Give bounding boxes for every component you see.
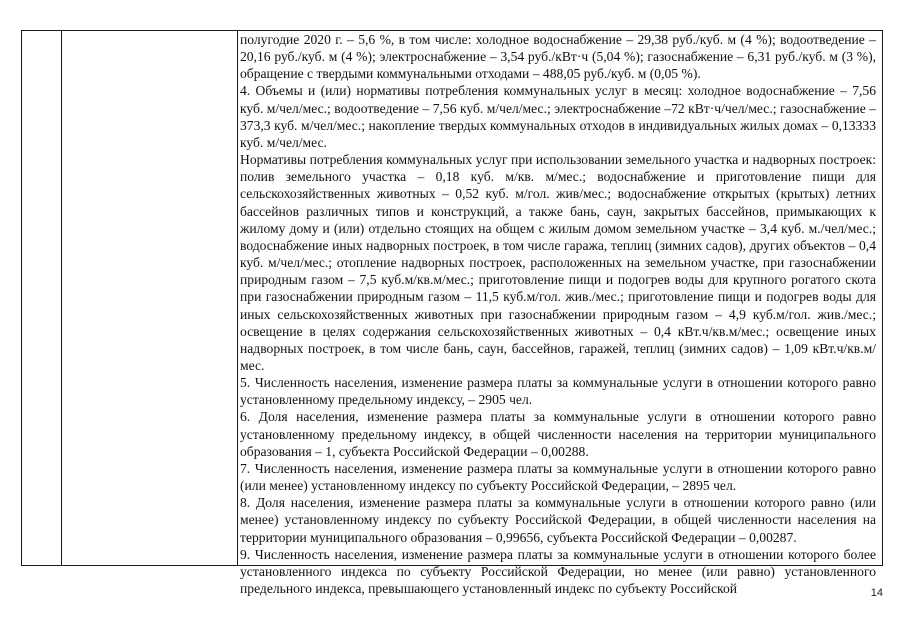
paragraph-item-9: 9. Численность населения, изменение размера платы за коммунальные услуги в отношении которого более установленного индекса по субъекту Российской Федерации, но менее (или равно) установленного предельного индекса, превышающего установленный индекс по субъекту Российской bbox=[240, 546, 876, 596]
paragraph-item-5: 5. Численность населения, изменение размера платы за коммунальные услуги в отношении которого равно установленному предельному индексу, – 2905 чел. bbox=[240, 375, 876, 408]
paragraph-item-7: 7. Численность населения, изменение размера платы за коммунальные услуги в отношении которого равно (или менее) установленному индексу по субъекту Российской Федерации, – 2895 чел. bbox=[240, 460, 876, 494]
column-divider-2 bbox=[237, 31, 238, 565]
paragraph-item-6: 6. Доля населения, изменение размера платы за коммунальные услуги в отношении которого равно установленному предельному индексу, в общей численности населения на территории муниципального образования – 1, субъекта Российской Федерации – 0,00288. bbox=[240, 409, 876, 459]
paragraph-item-4: 4. Объемы и (или) нормативы потребления коммунальных услуг в месяц: холодное водоснабжение – 7,56 куб. м/чел/мес.; водоотведение – 7,56 куб. м/чел/мес.; электроснабжение –72 кВт·ч/чел/мес.; газоснабжение – 373,3 куб. м/чел/мес.; накопление твердых коммунальных отходов в индивидуальных жилых домах – 0,13333 куб. м/чел/мес. bbox=[240, 83, 876, 150]
column-divider-1 bbox=[61, 31, 62, 565]
paragraph-continuation: полугодие 2020 г. – 5,6 %, в том числе: холодное водоснабжение – 29,38 руб./куб. м (4 %); водоотведение – 20,16 руб./куб. м (4 %); электроснабжение – 3,54 руб./кВт·ч (5,04 %); газоснабжение – 6,31 руб./куб. м (3 %), обращение с твердыми коммунальными отходами – 488,05 руб./куб. м (0,05 %). bbox=[240, 32, 876, 82]
paragraph-item-8: 8. Доля населения, изменение размера платы за коммунальные услуги в отношении которого равно (или менее) установленному индексу по субъекту Российской Федерации, в общей численности населения на территории муниципального образования – 0,99656, субъекта Российской Федерации – 0,00287. bbox=[240, 495, 876, 545]
table-cell-text bbox=[240, 31, 876, 597]
paragraph-norms: Нормативы потребления коммунальных услуг при использовании земельного участка и надворных построек: полив земельного участка – 0,18 куб. м/кв. м/мес.; водоснабжение и приготовление пищи для сельскохозяйственных животных – 0,52 куб. м/гол. жив/мес.; водоснабжение открытых (крытых) летних бассейнов различных типов и конструкций, а также бань, саун, закрытых бассейнов, примыкающих к жилому дому и (или) отдельно стоящих на общем с жилым домом земельном участке – 3,4 куб. м./чел/мес.; водоснабжение иных надворных построек, в том числе гаража, теплиц (зимних садов), других объектов – 0,4 куб. м/чел/мес.; отопление надворных построек, расположенных на земельном участке, при газоснабжении природным газом – 7,5 куб.м/кв.м/мес.; приготовление пищи и подогрев воды для крупного рогатого скота при газоснабжении природным газом – 11,5 куб.м/гол. жив./мес.; приготовление пищи и подогрев воды для иных сельскохозяйственных животных при газоснабжении природным газом – 4,9 куб.м/гол. жив./мес.; освещение в целях содержания сельскохозяйственных животных – 0,4 кВт.ч/кв.м/мес.; освещение иных надворных построек, в том числе бань, саун, бассейнов, гаражей, теплиц (зимних садов) – 1,09 кВт.ч/кв.м/мес. bbox=[240, 152, 876, 373]
page-number: 14 bbox=[870, 587, 883, 599]
